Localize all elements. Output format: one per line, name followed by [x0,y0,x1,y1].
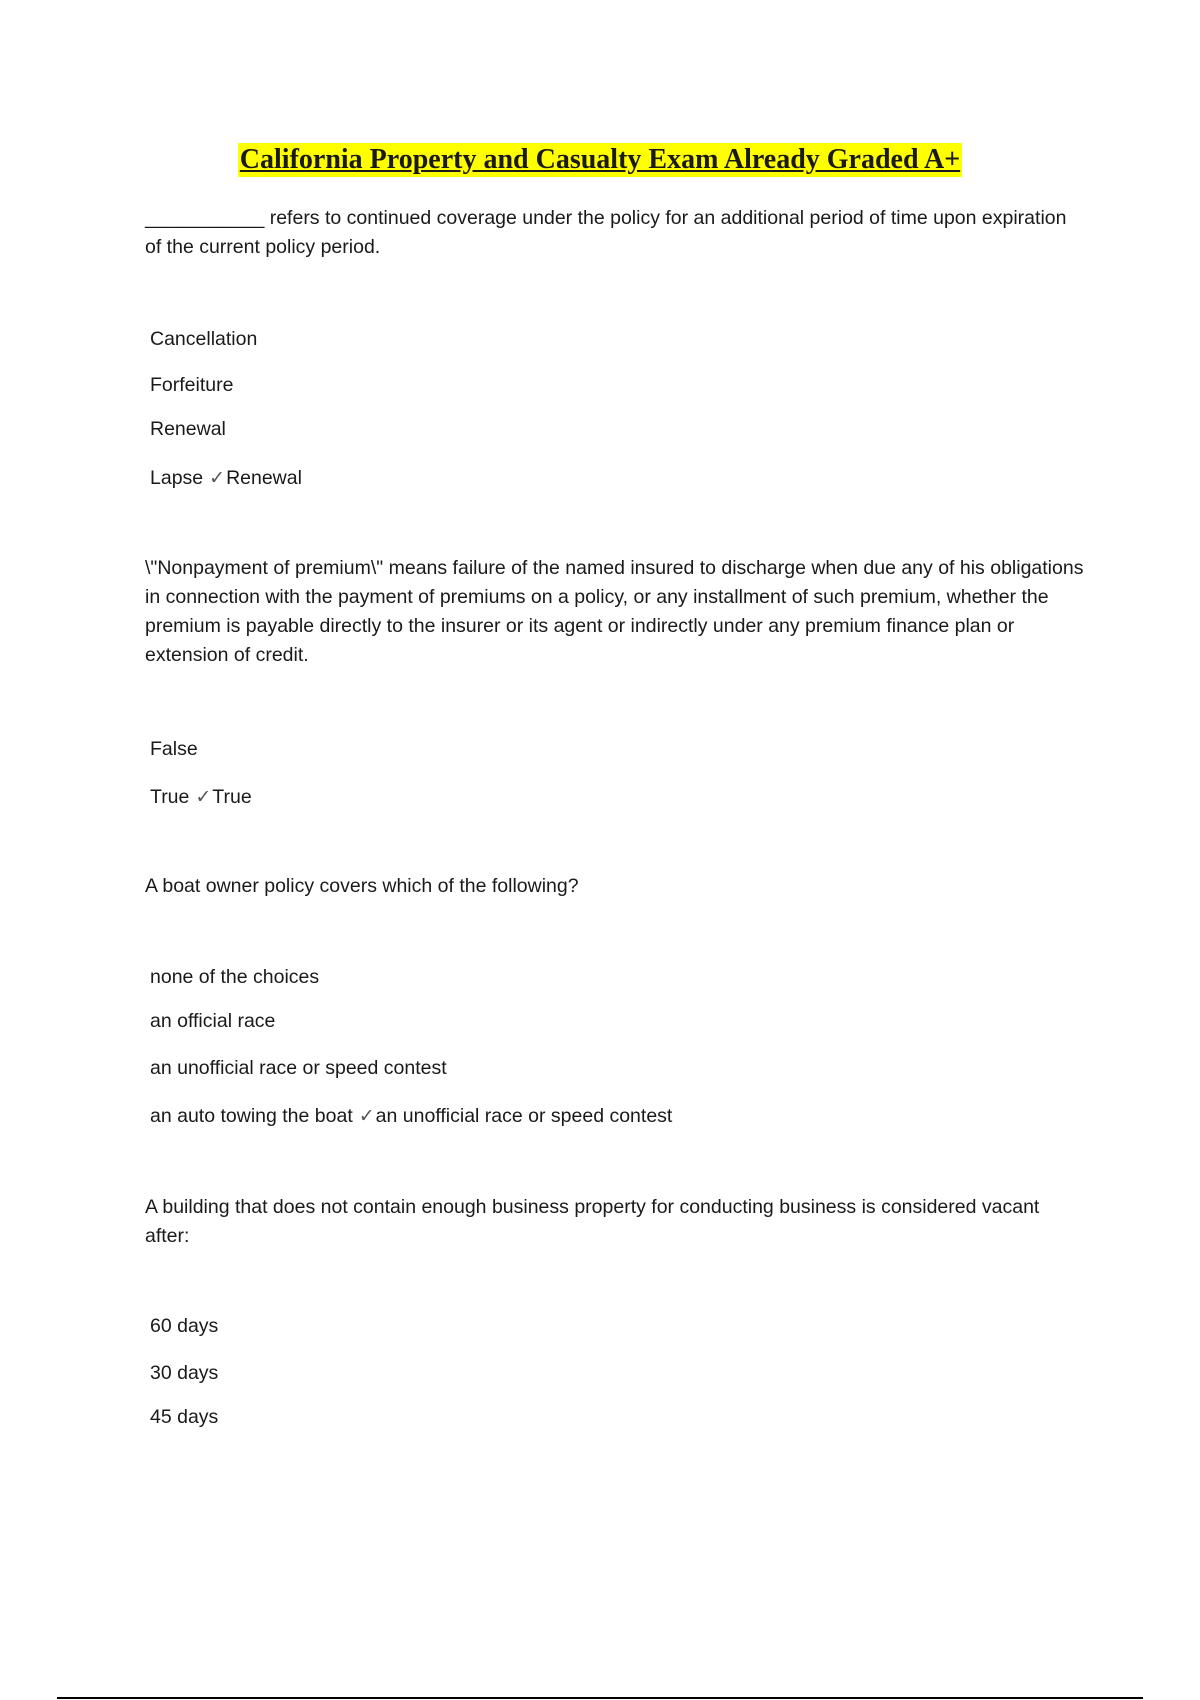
check-mark-icon: ✓ [195,786,212,808]
question-2-option-1: False [150,738,198,760]
question-2-option-2: True [150,786,190,808]
question-2-answer: True [212,786,252,808]
question-4-option-2: 30 days [150,1362,219,1384]
question-1-option-3: Renewal [150,418,226,440]
question-3-option-4-with-answer [150,1103,672,1129]
question-2-option-2-with-answer [150,784,252,810]
question-2-text: \"Nonpayment of premium\" means failure of the named insured to discharge when due any of his obligations in connection with the payment of premiums on a policy, or any installment of such premium, whether the premium is payable directly to the insurer or its agent or indirectly under any premium finance plan or extension of credit. [145,557,1084,666]
question-4-option-3: 45 days [150,1406,219,1428]
question-3-option-4: an auto towing the boat [150,1105,353,1127]
title-container [0,143,1200,177]
question-1-answer: Renewal [226,467,302,489]
footer-rule [57,1697,1143,1699]
question-1-option-4: Lapse [150,467,204,489]
question-4-option-1: 60 days [150,1315,219,1337]
question-3-option-3: an unofficial race or speed contest [150,1057,447,1079]
question-3-text: A boat owner policy covers which of the following? [145,875,579,897]
question-3-option-1: none of the choices [150,966,320,988]
check-mark-icon: ✓ [358,1105,375,1127]
check-mark-icon: ✓ [209,467,226,489]
question-4-text: A building that does not contain enough business property for conducting business is considered vacant after: [145,1196,1040,1247]
document-title: California Property and Casualty Exam Already Graded A+ [239,144,961,175]
question-1-option-2: Forfeiture [150,374,234,396]
question-3-answer: an unofficial race or speed contest [375,1105,673,1127]
question-1-text: ___________ refers to continued coverage under the policy for an additional period of time upon expiration of the current policy period. [145,207,1067,258]
question-1-option-1: Cancellation [150,328,258,350]
question-1-option-4-with-answer [150,465,302,491]
question-3-option-2: an official race [150,1010,276,1032]
